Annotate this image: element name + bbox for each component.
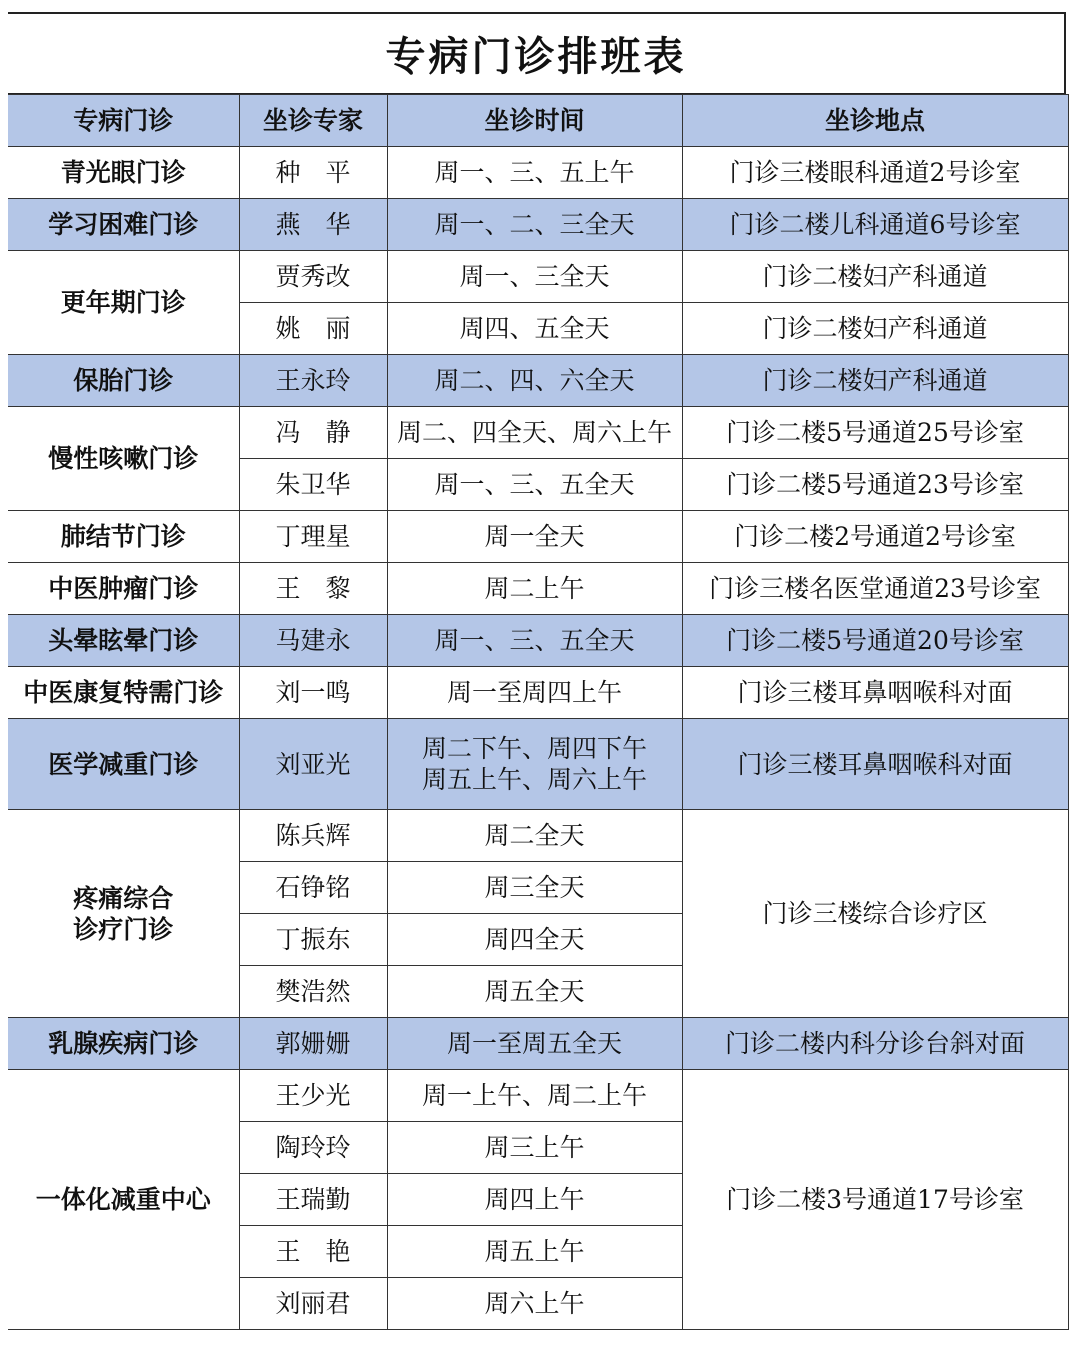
table-row — [8, 615, 1068, 667]
clinic-time: 周二、四全天、周六上午 — [387, 407, 682, 459]
expert-name: 王 黎 — [239, 563, 387, 615]
expert-name: 马建永 — [239, 615, 387, 667]
clinic-time: 周三全天 — [387, 862, 682, 914]
clinic-place: 门诊二楼5号通道20号诊室 — [682, 615, 1068, 667]
clinic-place: 门诊三楼耳鼻咽喉科对面 — [682, 719, 1068, 810]
clinic-place: 门诊二楼儿科通道6号诊室 — [682, 199, 1068, 251]
clinic-time: 周五上午 — [387, 1226, 682, 1278]
clinic-place: 门诊二楼妇产科通道 — [682, 303, 1068, 355]
clinic-place: 门诊三楼综合诊疗区 — [682, 810, 1068, 1018]
clinic-place: 门诊三楼名医堂通道23号诊室 — [682, 563, 1068, 615]
clinic-time: 周二上午 — [387, 563, 682, 615]
clinic-time-line: 周二下午、周四下午 — [421, 734, 647, 763]
expert-name: 陶玲玲 — [239, 1122, 387, 1174]
expert-name: 王永玲 — [239, 355, 387, 407]
expert-name: 冯 静 — [239, 407, 387, 459]
header-clinic: 专病门诊 — [8, 95, 239, 147]
clinic-name: 乳腺疾病门诊 — [8, 1018, 239, 1070]
expert-name: 燕 华 — [239, 199, 387, 251]
header-place: 坐诊地点 — [682, 95, 1068, 147]
table-row — [8, 667, 1068, 719]
expert-name: 贾秀改 — [239, 251, 387, 303]
clinic-time: 周四上午 — [387, 1174, 682, 1226]
clinic-name: 中医肿瘤门诊 — [8, 563, 239, 615]
table-row — [8, 199, 1068, 251]
expert-name: 刘一鸣 — [239, 667, 387, 719]
clinic-time: 周一至周五全天 — [387, 1018, 682, 1070]
clinic-time: 周一、三全天 — [387, 251, 682, 303]
clinic-time: 周五全天 — [387, 966, 682, 1018]
clinic-place: 门诊二楼妇产科通道 — [682, 355, 1068, 407]
clinic-name: 医学减重门诊 — [8, 719, 239, 810]
clinic-place: 门诊二楼5号通道23号诊室 — [682, 459, 1068, 511]
clinic-time: 周一、二、三全天 — [387, 199, 682, 251]
clinic-time: 周六上午 — [387, 1278, 682, 1330]
clinic-name: 更年期门诊 — [8, 251, 239, 355]
clinic-time: 周四全天 — [387, 914, 682, 966]
clinic-time: 周一至周四上午 — [387, 667, 682, 719]
clinic-name: 慢性咳嗽门诊 — [8, 407, 239, 511]
clinic-time: 周一上午、周二上午 — [387, 1070, 682, 1122]
table-row — [8, 251, 1068, 303]
expert-name: 姚 丽 — [239, 303, 387, 355]
clinic-place: 门诊三楼耳鼻咽喉科对面 — [682, 667, 1068, 719]
clinic-name — [8, 810, 239, 1018]
expert-name: 刘亚光 — [239, 719, 387, 810]
clinic-place: 门诊二楼2号通道2号诊室 — [682, 511, 1068, 563]
clinic-place: 门诊三楼眼科通道2号诊室 — [682, 147, 1068, 199]
header-time: 坐诊时间 — [387, 95, 682, 147]
expert-name: 刘丽君 — [239, 1278, 387, 1330]
table-row — [8, 563, 1068, 615]
clinic-time: 周二全天 — [387, 810, 682, 862]
clinic-name: 青光眼门诊 — [8, 147, 239, 199]
expert-name: 王 艳 — [239, 1226, 387, 1278]
expert-name: 王少光 — [239, 1070, 387, 1122]
clinic-time: 周三上午 — [387, 1122, 682, 1174]
expert-name: 郭姗姗 — [239, 1018, 387, 1070]
clinic-place: 门诊二楼妇产科通道 — [682, 251, 1068, 303]
header-expert: 坐诊专家 — [239, 95, 387, 147]
clinic-place: 门诊二楼5号通道25号诊室 — [682, 407, 1068, 459]
expert-name: 陈兵辉 — [239, 810, 387, 862]
table-row — [8, 1018, 1068, 1070]
page-title: 专病门诊排班表 — [8, 12, 1066, 94]
table-row — [8, 1070, 1068, 1122]
expert-name: 石铮铭 — [239, 862, 387, 914]
table-row — [8, 511, 1068, 563]
clinic-time: 周四、五全天 — [387, 303, 682, 355]
clinic-place: 门诊二楼3号通道17号诊室 — [682, 1070, 1068, 1330]
clinic-time: 周一、三、五全天 — [387, 615, 682, 667]
clinic-place: 门诊二楼内科分诊台斜对面 — [682, 1018, 1068, 1070]
expert-name: 樊浩然 — [239, 966, 387, 1018]
expert-name: 丁振东 — [239, 914, 387, 966]
clinic-time: 周一、三、五全天 — [387, 459, 682, 511]
clinic-name-line: 疼痛综合 — [73, 883, 174, 913]
header-row — [8, 95, 1068, 147]
expert-name: 朱卫华 — [239, 459, 387, 511]
clinic-time: 周二、四、六全天 — [387, 355, 682, 407]
table-row — [8, 407, 1068, 459]
table-row — [8, 355, 1068, 407]
clinic-time-line: 周五上午、周六上午 — [421, 765, 647, 794]
clinic-name: 肺结节门诊 — [8, 511, 239, 563]
clinic-name: 一体化减重中心 — [8, 1070, 239, 1330]
clinic-time: 周一全天 — [387, 511, 682, 563]
clinic-name-line: 诊疗门诊 — [73, 914, 174, 944]
clinic-name: 头晕眩晕门诊 — [8, 615, 239, 667]
table-row — [8, 719, 1068, 810]
clinic-name: 中医康复特需门诊 — [8, 667, 239, 719]
schedule-table — [8, 94, 1069, 1330]
table-row — [8, 810, 1068, 862]
expert-name: 种 平 — [239, 147, 387, 199]
expert-name: 王瑞勤 — [239, 1174, 387, 1226]
clinic-name: 保胎门诊 — [8, 355, 239, 407]
clinic-time — [387, 719, 682, 810]
clinic-time: 周一、三、五上午 — [387, 147, 682, 199]
clinic-name: 学习困难门诊 — [8, 199, 239, 251]
expert-name: 丁理星 — [239, 511, 387, 563]
table-row — [8, 147, 1068, 199]
